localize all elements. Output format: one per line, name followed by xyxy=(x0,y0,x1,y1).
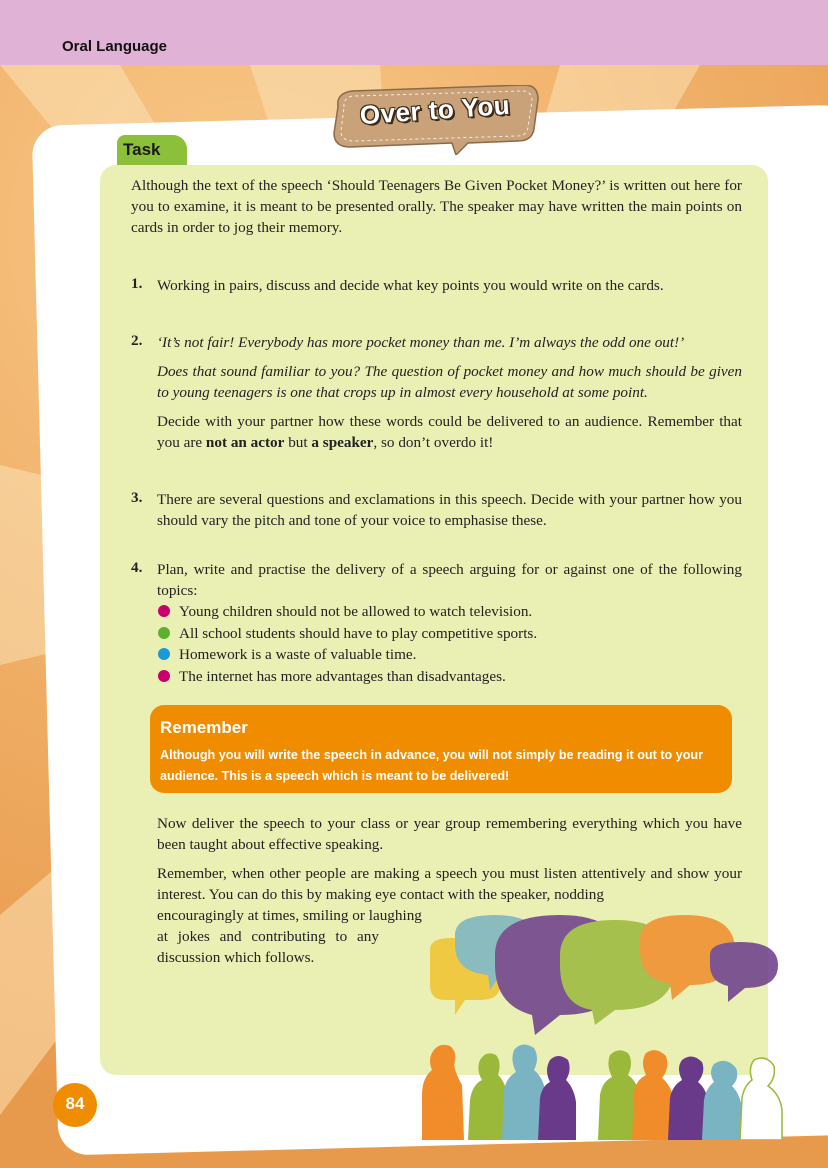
bullet-dot-icon xyxy=(158,670,170,682)
topic-item: Young children should not be allowed to watch television. xyxy=(157,601,742,623)
closing-line: encouragingly at times, smiling or laughing xyxy=(157,907,422,924)
item-2-quote: ‘It’s not fair! Everybody has more pocket money than me. I’m always the odd one out!’ xyxy=(157,334,685,351)
item-number: 2. xyxy=(131,332,143,349)
topic-item: All school students should have to play competitive sports. xyxy=(157,623,742,645)
closing-line: at jokes and contributing to any xyxy=(157,928,379,945)
item-number: 1. xyxy=(131,275,143,292)
item-2-quote-question: Does that sound familiar to you? The question of pocket money and how much should be given to young teenagers is one that crops up in almost every household at some point. xyxy=(157,363,742,401)
item-3-text: There are several questions and exclamations in this speech. Decide with your partner how you should vary the pitch and tone of your voice to emphasise these. xyxy=(157,491,742,529)
bullet-dot-icon xyxy=(158,648,170,660)
intro-paragraph: Although the text of the speech ‘Should Teenagers Be Given Pocket Money?’ is written out here for you to examine, it is meant to be presented orally. The speaker may have written the main points on cards in order to jog their memory. xyxy=(131,177,742,236)
topic-item: The internet has more advantages than disadvantages. xyxy=(157,666,742,688)
remember-text: Although you will write the speech in advance, you will not simply be reading it out to your audience. This is a speech which is meant to be delivered! xyxy=(160,748,703,783)
remember-title: Remember xyxy=(160,718,248,737)
bullet-dot-icon xyxy=(158,627,170,639)
item-4 xyxy=(157,559,742,687)
section-title: Oral Language xyxy=(62,38,168,55)
item-number: 4. xyxy=(131,559,143,576)
speech-bubbles-people-illustration xyxy=(410,910,790,1140)
header-bar xyxy=(0,0,828,65)
item-2-instruction: Decide with your partner how these words could be delivered to an audience. Remember that you are not an actor but a speaker, so don’t overdo it! xyxy=(157,413,742,451)
task-label: Task xyxy=(123,140,161,159)
item-2 xyxy=(157,332,742,461)
bullet-dot-icon xyxy=(158,605,170,617)
closing-paragraph-2: Remember, when other people are making a speech you must listen attentively and show your interest. You can do this by making eye contact with the speaker, nodding xyxy=(157,865,742,903)
item-4-text: Plan, write and practise the delivery of a speech arguing for or against one of the following topics: xyxy=(157,561,742,599)
topic-list xyxy=(157,601,742,687)
topic-item: Homework is a waste of valuable time. xyxy=(157,644,742,666)
item-number: 3. xyxy=(131,489,143,506)
closing-line: discussion which follows. xyxy=(157,949,315,966)
banner-title: Over to You xyxy=(358,89,512,131)
closing-paragraph-1: Now deliver the speech to your class or year group remembering everything which you have been taught about effective speaking. xyxy=(157,815,742,853)
item-1-text: Working in pairs, discuss and decide what key points you would write on the cards. xyxy=(157,277,664,294)
page-number: 84 xyxy=(65,1094,85,1113)
